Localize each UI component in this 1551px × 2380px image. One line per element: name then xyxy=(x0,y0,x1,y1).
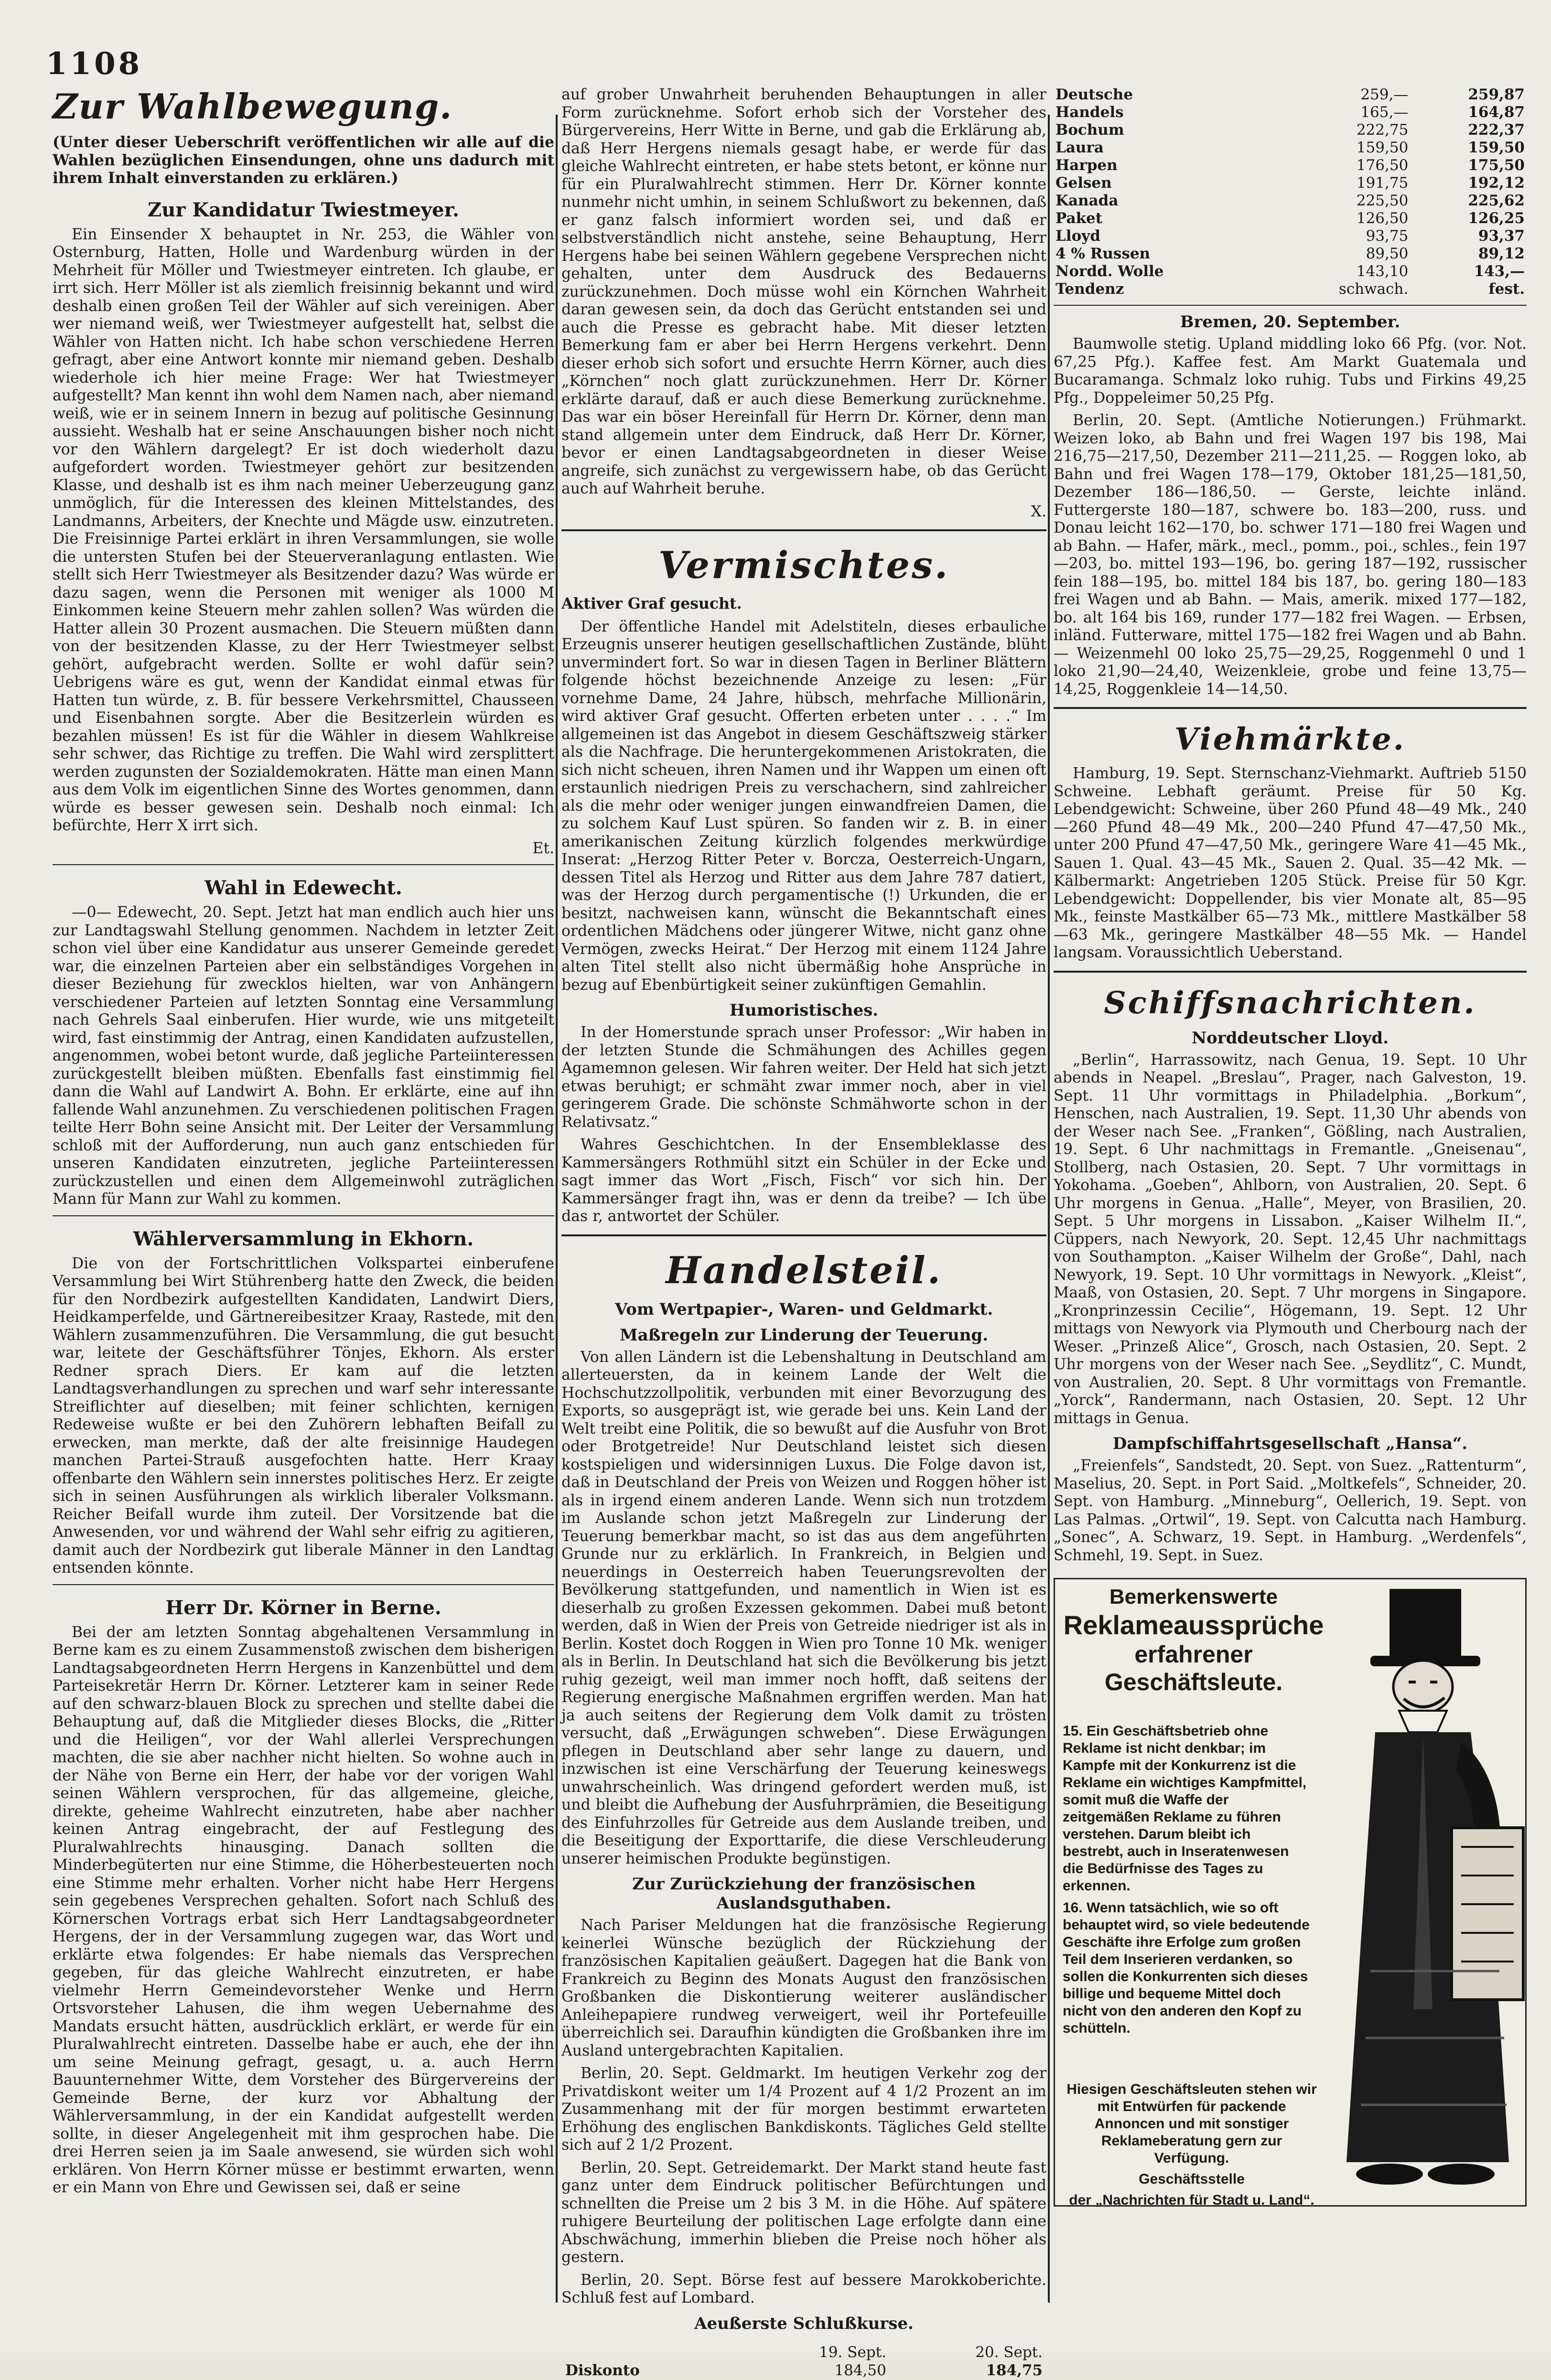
stock-value-prev: 222,75 xyxy=(1356,121,1409,139)
column-rule-right xyxy=(1048,115,1050,2303)
ad-title-line-3: erfahrener xyxy=(1134,1641,1253,1668)
article-auslandsguthaben: Nach Pariser Meldungen hat die französische Regierung keinerlei Wünsche bezüglich der Rückziehung der französischen Kapitalien geäußert. Dagegen hat die Bank von Frankreich zu Beginn des Monats August den französischen Großbanken die Diskontierung weiterer ausländischer Anleihepapiere rundweg verweigert, weil ihr Portefeuille überreichlich sei. Daraufhin kündigten die Großbanken ihre im Ausland untergebrachten Kapitalien. xyxy=(561,1917,1046,2059)
section-viehmaerkte: Viehmärkte. xyxy=(1174,721,1406,757)
stock-value-current: 164,87 xyxy=(1468,104,1525,121)
stock-name: Handels xyxy=(1056,104,1124,121)
stock-row xyxy=(1054,227,1527,245)
stock-value-prev: schwach. xyxy=(1338,280,1409,298)
ad-title-line-4: Geschäftsleute. xyxy=(1104,1669,1283,1695)
stock-name: Kanada xyxy=(1056,192,1119,209)
column-rule-left xyxy=(556,115,558,2303)
article-ekhorn: Die von der Fortschrittlichen Volkspartei einberufene Versammlung bei Wirt Stührenberg hatte den Zweck, die beiden für den Nordbezirk aufgestellten Kandidaten, Landwirt Diers, Heidkamperfelde, und Gärtnereibesitzer Kraay, Rastede, mit den Wählern zusammenzuführen. Die Versammlung, die gut besucht war, leitete der Geschäftsführer Tönjes, Ekhorn. Als erster Redner sprach Diers. Er kam auf die letzten Landtagsverhandlungen zu sprechen und warf sehr interessante Streiflichter auf dieselben; mit feiner schlichten, kernigen Redeweise wußte er bei den Zuhörern lebhaften Beifall zu erwecken, man merkte, daß der alte freisinnige Haudegen manchen Partei-Strauß ausgefochten hatte. Herr Kraay offenbarte den Wählern sein innerstes politisches Herz. Er zeigte sich in seinen Ausführungen als wirklich liberaler Volksmann. Reicher Beifall wurde ihm zuteil. Der Vorsitzende bat die Anwesenden, vor und während der Wahl sehr eifrig zu agitieren, damit auch der Nordbezirk gut liberale Männer in den Landtag entsenden könnte. xyxy=(53,1254,554,1576)
stock-value-current: 126,25 xyxy=(1468,210,1525,227)
stock-row xyxy=(1054,192,1527,210)
signature: X. xyxy=(1031,503,1046,520)
stock-value-prev: 191,75 xyxy=(1356,174,1409,192)
stock-value-prev: 143,10 xyxy=(1356,263,1409,280)
article-koerner: Bei der am letzten Sonntag abgehaltenen Versammlung in Berne kam es zu einem Zusammenstoß zwischen dem bisherigen Landtagsabgeordneten Herrn Hergens in Kanzenbüttel und dem Parteisekretär Herrn Dr. Körner. Letzterer kam in seiner Rede auf den schwarz-blauen Block zu sprechen und stellte dabei die Behauptung auf, daß die Mitglieder dieses Blocks, die „Ritter und die Heiligen“, vor der Wahl allerlei Versprechungen machten, die sie aber nachher nicht hielten. So wohne auch in der Nähe von Berne ein Herr, der habe vor der vorigen Wahl seinen Wählern versprochen, für das allgemeine, gleiche, direkte, geheime Wahlrecht einzutreten, habe aber nachher keinen Antrag eingebracht, der auf Festlegung des Pluralwahlrechts hinausging. Danach sollten die Minderbegüterten nur eine Stimme, die Höherbesteuerten noch eine Stimme mehr erhalten. Vorher nicht habe Herr Hergens sein gegebenes Versprechen gehalten. Sofort nach Schluß des Körnerschen Vortrags erbat sich Herr Landtagsabgeordneter Hergens, der in der Versammlung zugegen war, das Wort und erklärte etwa folgendes: Er habe niemals das Versprechen gegeben, für das gleiche Wahlrecht einzutreten, er habe vielmehr Herrn Gemeindevorsteher Wenke und Herrn Ortsvorsteher Lahusen, die ihm wegen Uebernahme des Mandats ersucht hätten, ausdrücklich erklärt, er werde für ein Pluralwahlrecht eintreten. Dasselbe habe er auch, ehe der ihn um seine Meinung gefragt, gesagt, u. a. auch Herrn Bauunternehmer Witte, dem Vorsteher des Bürgervereins der Gemeinde Berne, der kurz vor Abhaltung der Wählerversammlung, in der ein Kandidat aufgestellt werden sollte, in dieser Angelegenheit mit ihm gesprochen habe. Die drei Herren seien ja im Saale anwesend, sie würden sich wohl erklären. Von Herrn Körner müsse er bestimmt erwarten, wenn er ein Mann von Ehre und Gewissen sei, daß er seine xyxy=(53,1623,554,2196)
ad-quote-16: 16. Wenn tatsächlich, wie so oft behauptet wird, so viele bedeutende Geschäfte ihre Erfolge zum großen Teil dem Inserieren verdanken, so sollen die Konkurrenten sich dieses billige und bequeme Mittel doch nicht von den anderen den Kopf zu schütteln. xyxy=(1063,1900,1310,2036)
ad-footer xyxy=(1063,2081,1321,2213)
subhead-humor: Humoristisches. xyxy=(729,1001,879,1020)
stock-value-prev: 126,50 xyxy=(1356,210,1409,227)
ad-footer-office: Geschäftsstelle xyxy=(1139,2171,1245,2187)
headline-wahlbewegung: Zur Wahlbewegung. xyxy=(53,86,453,127)
stock-name: Lloyd xyxy=(1056,227,1100,245)
divider xyxy=(1054,305,1527,306)
stock-value-prev: 159,50 xyxy=(1356,139,1409,156)
advertisement-box xyxy=(1054,1578,1527,2207)
subhead-wertpapier: Vom Wertpapier-, Waren- und Geldmarkt. xyxy=(614,1299,993,1319)
stock-value-prev: 225,50 xyxy=(1356,192,1409,209)
stock-row xyxy=(1054,174,1527,192)
subhead-hansa: Dampfschiffahrtsgesellschaft „Hansa“. xyxy=(1112,1434,1468,1453)
section-title-twiestmeyer: Zur Kandidatur Twiestmeyer. xyxy=(148,198,459,221)
stock-value-current: 159,50 xyxy=(1468,139,1525,156)
stock-value-current: fest. xyxy=(1488,280,1525,298)
signature: Et. xyxy=(532,839,554,857)
article-koerner-continued: auf grober Unwahrheit beruhenden Behauptungen in aller Form zurücknehme. Sofort erhob sich der Vorsteher des Bürgervereins, Herr Witte in Berne, und gab die Erklärung ab, daß Herr Hergens niemals gesagt habe, er werde für das gleiche Wahlrecht eintreten, er habe stets betont, er könne nur für ein Pluralwahlrecht stimmen. Herr Dr. Körner konnte nunmehr nicht umhin, in seinem Schlußwort zu bekennen, daß er ganz falsch informiert worden sei, und daß er selbstverständlich nicht anstehe, seine Behauptung, Herr Hergens habe bei seinen Wählern gegebene Versprechen nicht gehalten, unter dem Ausdruck des Bedauerns zurückzunehmen. Doch müsse wohl ein Körnchen Wahrheit daran gewesen sein, da doch das Gerücht entstanden sei und auch die Presse es gebracht habe. Mit dieser letzten Bemerkung fam er aber bei Herrn Hergens verkehrt. Denn dieser erhob sich sofort und ersuchte Herrn Körner, auch dies „Körnchen“ noch glatt zurückzunehmen. Herr Dr. Körner erklärte darauf, daß er auch diese Bemerkung zurücknehme. Das war ein böser Hereinfall für Herrn Dr. Körner, denn man stand allgemein unter dem Eindruck, daß Herr Dr. Körner, bevor er einen Landtagsabgeordneten in dieser Weise angreife, sich zunächst zu vergewissern habe, ob das Gerücht auch auf Wahrheit beruhe. xyxy=(561,86,1046,497)
subhead-teuerung: Maßregeln zur Linderung der Teuerung. xyxy=(619,1325,989,1345)
article-homer: In der Homerstunde sprach unser Professor: „Wir haben in der letzten Stunde die Schmähungen des Achilles gegen Agamemnon gelesen. Wir fahren weiter. Der Held hat sich jetzt etwas beruhigt; er schmäht zwar immer noch, aber in viel geringerem Grade. Die schönste Schmähworte schon in der Relativsatz.“ xyxy=(561,1024,1046,1131)
divider xyxy=(1054,971,1527,973)
column-middle xyxy=(561,86,1046,2379)
stock-row xyxy=(1054,104,1527,121)
stock-name: 4 % Russen xyxy=(1056,245,1151,262)
stock-value-prev: 93,75 xyxy=(1366,227,1409,245)
subhead-graf: Aktiver Graf gesucht. xyxy=(561,595,742,612)
stock-name: Laura xyxy=(1056,139,1104,156)
article-edewecht: —0— Edewecht, 20. Sept. Jetzt hat man endlich auch hier uns zur Landtagswahl Stellung genommen. Nachdem in letzter Zeit schon viel über eine Kandidatur aus unserer Gemeinde geredet war, die einzelnen Parteien aber ein selbständiges Vorgehen in dieser Beziehung für zwecklos hielten, war von Anhängern verschiedener Parteien auf letzten Sonntag eine Versammlung nach Gehrels Saal einberufen. Hier wurde, wie uns mitgeteilt wird, fast einstimmig der Antrag, einen Kandidaten aufzustellen, angenommen, wobei betont wurde, daß jegliche Parteiinteressen zurückgestellt bleiben müßten. Ebenfalls fast einstimmig fiel dann die Wahl auf Landwirt A. Bohn. Er erklärte, eine auf ihn fallende Wahl anzunehmen. Zu verschiedenen politischen Fragen teilte Herr Bohn seine Ansicht mit. Der Leiter der Versammlung schloß mit der Aufforderung, nun auch ganz entschieden für unseren Kandidaten einzutreten, jegliche Parteiinteressen zurückzustellen und einen dem Allgemeinwohl zuträglichen Mann für Mann zur Wahl zu kommen. xyxy=(53,904,554,1208)
stock-row xyxy=(1054,157,1527,174)
stock-name: Nordd. Wolle xyxy=(1056,263,1164,280)
article-viehmarkt: Hamburg, 19. Sept. Sternschanz-Viehmarkt. Auftrieb 5150 Schweine. Lebhaft geräumt. Preise für 50 Kg. Lebendgewicht: Schweine, über 260 Pfund 48—49 Mk., 240—260 Pfund 48—49 Mk., 200—240 Pfund 47—47,50 Mk., unter 200 Pfund 47—47,50 Mk., geringere Ware 41—45 Mk., Sauen 1. Qual. 43—45 Mk., Sauen 2. Qual. 35—42 Mk. — Kälbermarkt: Angetrieben 1205 Stück. Preise für 50 Kgr. Lebendgewicht: Doppellender, bis vier Monate alt, 85—95 Mk., feinste Mastkälber 65—73 Mk., mittlere Mastkälber 58—63 Mk., geringere Mastkälber 48—55 Mk. — Handel langsam. Voraussichtlich Ueberstand. xyxy=(1054,765,1527,961)
divider xyxy=(1054,707,1527,709)
intro-note: (Unter dieser Ueberschrift veröffentlichen wir alle auf die Wahlen bezüglichen Einsendungen, ohne uns dadurch mit ihrem Inhalt einverstanden zu erklären.) xyxy=(53,133,554,187)
stock-name: Tendenz xyxy=(1056,280,1124,298)
article-teuerung: Von allen Ländern ist die Lebenshaltung in Deutschland am allerteuersten, da in keinem Lande der Welt die Hochschutzzollpolitik, verbunden mit einer Bevorzugung des Exports, so ausgeprägt ist, wie gerade bei uns. Kein Land der Welt treibt eine Politik, die so bewußt auf die Ausfuhr von Brot oder Brotgetreide! Nur Deutschland leistet sich diesen kostspieligen und widersinnigen Luxus. Die Folge davon ist, daß in Deutschland der Preis von Weizen und Roggen höher ist als in irgend einem anderen Lande. Wenn sich nun trotzdem im Auslande schon jetzt Maßregeln zur Linderung der Teuerung bemerkbar macht, so ist das aus dem angeführten Grunde nur zu erklärlich. In Frankreich, in Belgien und neuerdings in Oesterreich haben Teuerungsrevolten der Bevölkerung stattgefunden, und namentlich in Wien ist es dieserhalb zu großen Exzessen gekommen. Dabei muß betont werden, daß in Wien der Preis von Getreide niedriger ist als in Berlin. Kostet doch Roggen in Wien pro Tonne 10 Mk. weniger als in Berlin. In Deutschland hat sich die Bevölkerung bis jetzt ruhig gezeigt, weil man immer noch hofft, daß seitens der Regierung energische Maßnahmen ergriffen werden. Man hat ja auch seitens der Regierung dem Volk damit zu trösten versucht, daß „Erwägungen schweben“. Diese Erwägungen pflegen in Deutschland aber sehr lange zu dauern, und inzwischen ist eine Verschärfung der Teuerung keineswegs unwahrscheinlich. Was dringend gefordert werden muß, ist und bleibt die Aufhebung der Ausfuhrprämien, die Beseitigung des Einfuhrzolles für Getreide aus dem Auslande treiben, und die Beseitigung der Exporttarife, die diese Verschleuderung unserer heimischen Produkte begünstigen. xyxy=(561,1348,1046,1867)
stock-value-current: 225,62 xyxy=(1468,192,1525,209)
rates-col-head-1: 19. Sept. xyxy=(819,2343,886,2361)
article-graf: Der öffentliche Handel mit Adelstiteln, dieses erbauliche Erzeugnis unserer heutigen gesellschaftlichen Zustände, blüht unvermindert fort. So war in diesen Tagen in Berliner Blättern folgende höchst bezeichnende Anzeige zu lesen: „Für vornehme Dame, 24 Jahre, hübsch, mehrfache Millionärin, wird aktiver Graf gesucht. Offerten erbeten unter . . . .“ Im allgemeinen ist das Angebot in diesem Geschäftszweig stärker als die Nachfrage. Die heruntergekommenen Aristokraten, die sich nicht scheuen, ihren Namen und ihr Wappen um einen oft erstaunlich niedrigen Preis zu verschachern, sind zahlreicher als die mehr oder weniger jungen einwandfreien Damen, die zu solchem Kauf Lust spüren. So fanden wir z. B. in einer amerikanischen Zeitung kürzlich folgendes merkwürdige Inserat: „Herzog Ritter Peter v. Borcza, Oesterreich-Ungarn, dessen Titel als Herzog und Ritter aus dem Jahre 787 datiert, was der Herzog durch pergamentische (!) Urkunden, die er besitzt, nachweisen kann, wünscht die Bekanntschaft eines ordentlichen Mädchens oder jüngerer Witwe, nicht ganz ohne Vermögen, zwecks Heirat.“ Der Herzog mit einem 1124 Jahre alten Titel stellt also nicht übermäßig hohe Ansprüche in bezug auf Ebenbürtigkeit seiner zukünftigen Gemahlin. xyxy=(561,618,1046,994)
divider xyxy=(561,1234,1046,1236)
stock-row xyxy=(1054,245,1527,263)
stock-value-current: 93,37 xyxy=(1478,227,1525,245)
column-right xyxy=(1054,86,1527,2331)
article-berlin-produkte: Berlin, 20. Sept. (Amtliche Notierungen.) Frühmarkt. Weizen loko, ab Bahn und frei Wagen 197 bis 198, Mai 216,75—217,50, Dezember 211—211,25. — Roggen loko, ab Bahn und frei Wagen 178—179, Oktober 181,25—181,50, Dezember 186—186,50. — Gerste, leichte inländ. Futtergerste 180—187, schwere bo. 183—200, russ. und Donau leicht 162—170, bo. schwer 171—180 frei Wagen und ab Bahn. — Hafer, märk., mecl., pomm., poi., schles., fein 197—203, bo. mittel 193—196, bo. gering 187—192, russischer fein 188—195, bo. mittel 184 bis 187, bo. gering 180—183 frei Wagen und ab Bahn. — Mais, amerik. mixed 177—182, bo. alt 164 bis 169, runder 177—182 frei Wagen. — Erbsen, inländ. Futterware, mittel 175—182 frei Wagen und ab Bahn. — Weizenmehl 00 loko 25,75—29,25, Roggenmehl 0 und 1 loko 21,90—24,40, Weizenkleie, grobe und feine 13,75—14,25, Roggenkleie 14—14,50. xyxy=(1054,412,1527,698)
article-getreidemarkt: Berlin, 20. Sept. Getreidemarkt. Der Markt stand heute fast ganz unter dem Eindruck politischer Befürchtungen und schnellten die Preise um 2 bis 3 M. in die Höhe. Auf spätere ruhigere Beurteilung der politischen Lage erfolgte dann eine Abschwächung, immerhin blieben die Preise noch höher als gestern. xyxy=(561,2159,1046,2266)
ad-footer-paper: der „Nachrichten für Stadt u. Land“. xyxy=(1069,2192,1314,2208)
ad-title-line-2: Reklameaussprüche xyxy=(1063,1610,1324,1640)
stock-row xyxy=(1054,121,1527,139)
divider xyxy=(53,1584,554,1585)
stock-name: Deutsche xyxy=(1056,86,1133,103)
article-twiestmeyer: Ein Einsender X behauptet in Nr. 253, die Wähler von Osternburg, Hatten, Holle und Wardenburg würden in der Mehrheit für Möller und Twiestmeyer eintreten. Ich glaube, er irrt sich. Herr Möller ist als ziemlich freisinnig bekannt und wird deshalb einen großen Teil der Wähler auf sich vereinigen. Aber wer niemand weiß, wer Twiestmeyer aufgestellt hat, selbst die Wähler von Hatten nicht. Ich habe schon verschiedene Herren gefragt, aber eine Antwort konnte mir niemand geben. Deshalb wiederhole ich hier meine Frage: Wer hat Twiestmeyer aufgestellt? Man kennt ihn wohl dem Namen nach, aber niemand weiß, wie er in seinem Innern in bezug auf politische Gesinnung aussieht. Weshalb hat er seine Anschauungen bisher noch nicht vor den Wählern dargelegt? Er ist doch wiederholt dazu aufgefordert worden. Twiestmeyer gehört zur besitzenden Klasse, und deshalb ist es ihm nach meiner Ueberzeugung ganz unmöglich, für die Interessen des kleinen Mittelstandes, des Landmanns, Arbeiters, der Knechte und Mägde usw. einzutreten. Die Freisinnige Partei erklärt in ihren Versammlungen, sie wolle die untersten Stufen bei der Steuerveranlagung entlasten. Wie stellt sich Herr Twiestmeyer als Besitzender dazu? Was würde er dazu sagen, wenn die Personen mit weniger als 1000 M Einkommen keine Steuern mehr zahlen sollen? Was würden die Hatter allein 30 Prozent ausmachen. Die Steuern müßten dann von der besitzenden Klasse, zu der Herr Twiestmeyer selbst gehört, aufgebracht werden. Sollte er wohl dafür sein? Uebrigens wäre es gut, wenn der Kandidat einmal etwas für Hatten tun würde, z. B. für bessere Verkehrsmittel, Chausseen und Eisenbahnen sorgte. Aber die Besitzerlein würden es bezahlen müssen! Es ist für die Wähler in diesem Wahlkreise sehr schwer, das Richtige zu treffen. Die Wahl wird zersplittert werden zugunsten der Sozialdemokraten. Hätte man einen Mann aus dem Volk im eigentlichen Sinne des Wortes genommen, dann würde es besser gewesen sein. Deshalb noch einmal: Ich befürchte, Herr X irrt sich. xyxy=(53,225,554,834)
stock-row xyxy=(1054,280,1527,298)
ad-title xyxy=(1060,1584,1327,1696)
subhead-schlusskurse: Aeußerste Schlußkurse. xyxy=(694,2314,914,2333)
stock-row xyxy=(1054,263,1527,280)
article-bremen: Baumwolle stetig. Upland middling loko 66 Pfg. (vor. Not. 67,25 Pfg.). Kaffee fest. Am Markt Guatemala und Bucaramanga. Schmalz loko ruhig. Tubs und Firkins 49,25 Pfg., Doppeleimer 50,25 Pfg. xyxy=(1054,335,1527,407)
stock-value-current: 192,12 xyxy=(1468,174,1525,192)
page-number: 1108 xyxy=(46,46,143,82)
stock-value-prev: 89,50 xyxy=(1366,245,1409,262)
stock-value-current: 222,37 xyxy=(1468,121,1525,139)
stock-table xyxy=(1054,86,1527,298)
section-title-koerner: Herr Dr. Körner in Berne. xyxy=(165,1596,442,1619)
section-handelsteil: Handelsteil. xyxy=(666,1248,942,1292)
gentleman-illustration xyxy=(1318,1579,1528,2205)
stock-value-current: 175,50 xyxy=(1468,157,1525,174)
rates-row-name: Diskonto xyxy=(565,2361,640,2379)
rates-col-head-2: 20. Sept. xyxy=(975,2343,1043,2361)
article-boerse: Berlin, 20. Sept. Börse fest auf bessere Marokkoberichte. Schluß fest auf Lombard. xyxy=(561,2271,1046,2306)
rates-row-value-2: 184,75 xyxy=(986,2361,1043,2379)
column-left xyxy=(53,86,554,2331)
section-schiffsnachrichten: Schiffsnachrichten. xyxy=(1104,985,1476,1021)
ad-title-line-1: Bemerkenswerte xyxy=(1109,1585,1278,1608)
stock-row xyxy=(1054,86,1527,104)
stock-name: Bochum xyxy=(1056,121,1124,139)
stock-row xyxy=(1054,139,1527,157)
article-lloyd: „Berlin“, Harrassowitz, nach Genua, 19. Sept. 10 Uhr abends in Neapel. „Breslau“, Prager, nach Galveston, 19. Sept. 11 Uhr vormittags in Philadelphia. „Borkum“, Henschen, nach Australien, 19. Sept. 11,30 Uhr abends von der Weser nach See. „Franken“, Gößling, nach Australien, 19. Sept. 6 Uhr nachmittags in Fremantle. „Gneisenau“, Stollberg, nach Ostasien, 20. Sept. 7 Uhr vormittags in Yokohama. „Goeben“, Ahlborn, von Australien, 20. Sept. 6 Uhr morgens in Genua. „Halle“, Meyer, von Brasilien, 20. Sept. 5 Uhr morgens in Lissabon. „Kaiser Wilhelm II.“, Cüppers, nach Newyork, 20. Sept. 12,45 Uhr nachmittags von Southampton. „Kaiser Wilhelm der Große“, Dahl, nach Newyork, 19. Sept. 10 Uhr vormittags in Newyork. „Kleist“, Maaß, von Ostasien, 20. Sept. 7 Uhr morgens in Singapore. „Kronprinzessin Cecilie“, Högemann, 19. Sept. 12 Uhr mittags von Newyork via Plymouth und Cherbourg nach der Weser. „Prinzeß Alice“, Grosch, nach Ostasien, 20. Sept. 2 Uhr morgens von der Weser nach See. „Seydlitz“, C. Mundt, von Australien, 20. Sept. 8 Uhr vormittags von Fremantle. „Yorck“, Randermann, nach Ostasien, 20. Sept. 12 Uhr mittags in Genua. xyxy=(1054,1051,1527,1427)
stock-value-current: 89,12 xyxy=(1478,245,1525,262)
section-title-ekhorn: Wählerversammlung in Ekhorn. xyxy=(133,1227,474,1250)
closing-rates-table xyxy=(561,2343,1046,2380)
ad-footer-offer: Hiesigen Geschäftsleuten stehen wir mit Entwürfen für packende Annoncen und mit sonstiger Reklameberatung gern zur Verfügung. xyxy=(1066,2081,1317,2166)
stock-value-current: 259,87 xyxy=(1468,86,1525,103)
stock-name: Harpen xyxy=(1056,157,1118,174)
stock-name: Gelsen xyxy=(1056,174,1112,192)
ad-body xyxy=(1063,1723,1311,2042)
subhead-auslandsguthaben: Zur Zurückziehung der französischen Auslandsguthaben. xyxy=(632,1875,976,1913)
article-hansa: „Freienfels“, Sandstedt, 20. Sept. von Suez. „Rattenturm“, Maselius, 20. Sept. in Port Said. „Moltkefels“, Schneider, 20. Sept. von Hamburg. „Minneburg“, Oellerich, 19. Sept. von Las Palmas. „Ortwil“, 19. Sept. von Calcutta nach Hamburg. „Sonec“, A. Schwarz, 19. Sept. in Hamburg. „Werdenfels“, Schmehl, 19. Sept. in Suez. xyxy=(1054,1457,1527,1564)
stock-row xyxy=(1054,210,1527,227)
divider xyxy=(53,864,554,865)
stock-value-prev: 176,50 xyxy=(1356,157,1409,174)
stock-value-prev: 259,— xyxy=(1360,86,1409,103)
rates-row-value-1: 184,50 xyxy=(834,2361,886,2379)
stock-value-current: 143,— xyxy=(1474,263,1525,280)
stock-value-prev: 165,— xyxy=(1360,104,1409,121)
ad-quote-15: 15. Ein Geschäftsbetrieb ohne Reklame ist nicht denkbar; im Kampfe mit der Konkurrenz ist die Reklame ein wichtiges Kampfmittel, somit muß die Waffe der zeitgemäßen Reklame zu führen verstehen. Darum bleibt ich bestrebt, auch in Inseratenwesen die Bedürfnisse des Tages zu erkennen. xyxy=(1063,1723,1307,1894)
divider xyxy=(53,1215,554,1216)
section-vermischtes: Vermischtes. xyxy=(658,544,950,587)
section-title-edewecht: Wahl in Edewecht. xyxy=(205,877,402,899)
divider xyxy=(561,529,1046,531)
subhead-lloyd: Norddeutscher Lloyd. xyxy=(1191,1028,1389,1048)
article-geldmarkt: Berlin, 20. Sept. Geldmarkt. Im heutigen Verkehr zog der Privatdiskont weiter um 1/4 Prozent auf 4 1/2 Prozent an im Zusammenhang mit der für morgen bestimmt erwarteten Erhöhung des englischen Bankdiskonts. Tägliches Geld stellte sich auf 2 1/2 Prozent. xyxy=(561,2065,1046,2154)
article-geschichtchen: Wahres Geschichtchen. In der Ensembleklasse des Kammersängers Rothmühl sitzt ein Schüler in der Ecke und sagt immer das Wort „Fisch, Fisch“ vor sich hin. Der Kammersänger fragt ihn, was er denn da treibe? — Ich übe das r, antwortet der Schüler. xyxy=(561,1136,1046,1225)
subhead-bremen: Bremen, 20. September. xyxy=(1180,312,1400,332)
stock-name: Paket xyxy=(1056,210,1103,227)
